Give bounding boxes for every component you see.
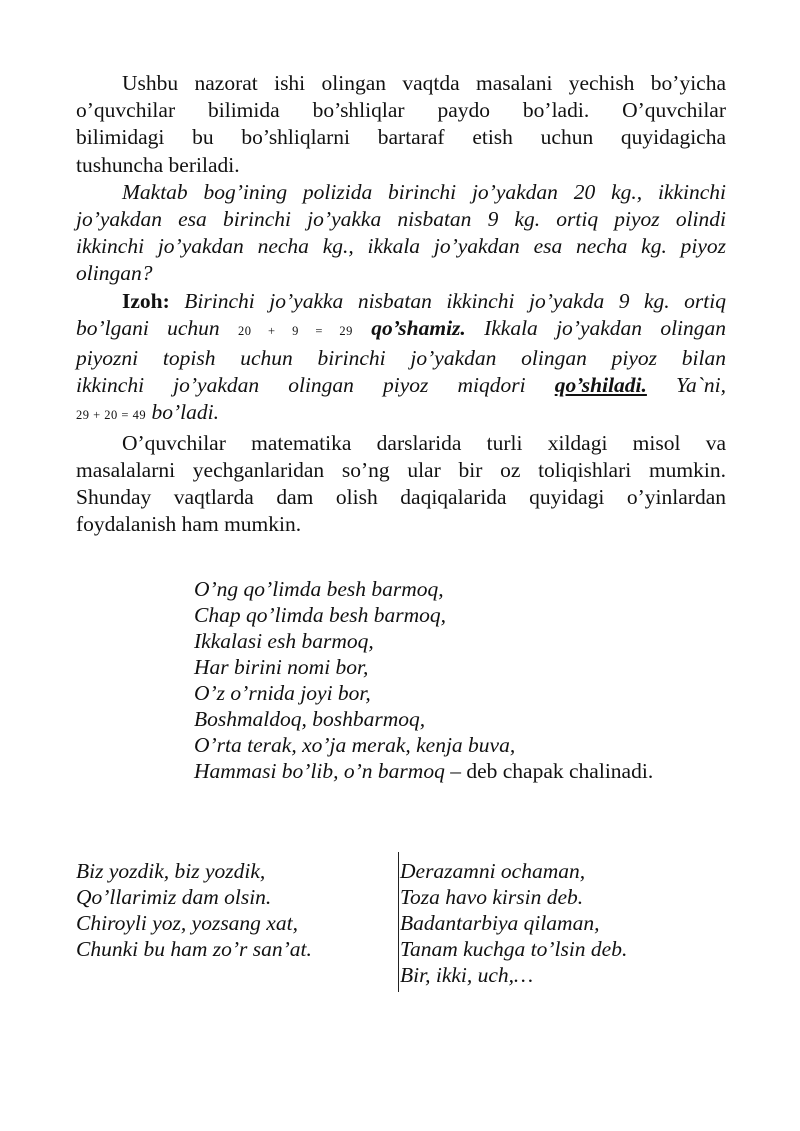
fatigue-line-4: foydalanish ham mumkin. — [76, 512, 302, 537]
window-poem-line: Derazamni ochaman, — [400, 859, 586, 883]
intro-paragraph — [76, 70, 726, 179]
intro-line-2: o’quvchilar bilimida bo’shliqlar paydo bo’ladi. O’quvchilar — [76, 98, 726, 123]
note-line-1-text: Birinchi jo’yakka nisbatan ikkinchi jo’yakda 9 kg. ortiq — [169, 288, 726, 313]
note-line-4 — [76, 372, 726, 399]
window-poem-line: Tanam kuchga to’lsin deb. — [400, 937, 628, 961]
writing-poem-line: Biz yozdik, biz yozdik, — [76, 859, 266, 883]
note-line-1 — [76, 288, 726, 315]
finger-poem — [194, 576, 653, 784]
column-divider — [398, 852, 399, 992]
problem-paragraph — [76, 179, 726, 288]
poem-line: Ikkalasi esh barmoq, — [194, 629, 374, 653]
formula-sum-1: 20 + 9 = 29 — [237, 323, 353, 338]
intro-line-3: bilimidagi bu bo’shliqlarni bartaraf etish uchun quyidagicha — [76, 125, 726, 150]
poem-last-line — [194, 758, 653, 784]
window-poem-line: Bir, ikki, uch,… — [400, 963, 534, 987]
writing-poem-line: Chiroyli yoz, yozsang xat, — [76, 911, 298, 935]
note-bold-add: qo’shamiz. — [371, 315, 466, 340]
note-line-5 — [76, 399, 726, 429]
fatigue-paragraph — [76, 430, 726, 539]
fatigue-line-1: O’quvchilar matematika darslarida turli xildagi misol va — [122, 430, 726, 455]
note-paragraph — [76, 288, 726, 430]
poem-line: Boshmaldoq, boshbarmoq, — [194, 707, 426, 731]
poem-line: Chap qo’limda besh barmoq, — [194, 603, 447, 627]
writing-poem — [76, 858, 396, 962]
note-bold-added: qo’shiladi. — [554, 373, 647, 398]
note-line-4-b: Ya`ni, — [676, 373, 727, 398]
poem-line: O’rta terak, xo’ja merak, kenja buva, — [194, 733, 516, 757]
window-poem — [400, 858, 720, 988]
window-poem-line: Badantarbiya qilaman, — [400, 911, 600, 935]
note-label: Izoh: — [122, 288, 170, 313]
poem-tail: – deb chapak chalinadi. — [444, 759, 654, 783]
window-poem-line: Toza havo kirsin deb. — [400, 885, 584, 909]
formula-sum-2: 29 + 20 = 49 — [76, 408, 147, 423]
fatigue-line-2: masalalarni yechganlaridan so’ng ular bir oz toliqishlari mumkin. — [76, 457, 726, 482]
problem-line-1: Maktab bog’ining polizida birinchi jo’yakdan 20 kg., ikkinchi — [122, 179, 726, 204]
note-line-5-text: bo’ladi. — [151, 400, 219, 425]
poem-line: Har birini nomi bor, — [194, 655, 369, 679]
intro-line-1: Ushbu nazorat ishi olingan vaqtda masalani yechish bo’yicha — [122, 71, 726, 95]
note-line-2-a: bo’lgani uchun — [76, 315, 220, 340]
note-line-2 — [76, 315, 726, 345]
problem-line-3: ikkinchi jo’yakdan necha kg., ikkala jo’yakdan esa necha kg. piyoz — [76, 234, 726, 259]
poem-line: Hammasi bo’lib, o’n barmoq — [194, 759, 445, 783]
problem-line-4: olingan? — [76, 261, 153, 286]
note-line-4-a: ikkinchi jo’yakdan olingan piyoz miqdori — [76, 373, 526, 398]
writing-poem-line: Chunki bu ham zo’r san’at. — [76, 937, 312, 961]
fatigue-line-3: Shunday vaqtlarda dam olish daqiqalarida quyidagi o’yinlardan — [76, 485, 726, 510]
intro-line-4: tushuncha beriladi. — [76, 152, 240, 177]
writing-poem-line: Qo’llarimiz dam olsin. — [76, 885, 272, 909]
poem-line: O’z o’rnida joyi bor, — [194, 681, 371, 705]
problem-line-2: jo’yakdan esa birinchi jo’yakka nisbatan 9 kg. ortiq piyoz olindi — [76, 207, 726, 232]
document-body — [76, 70, 726, 538]
note-line-2-b: Ikkala jo’yakdan olingan — [484, 315, 727, 340]
poem-line: O’ng qo’limda besh barmoq, — [194, 577, 444, 601]
note-line-3: piyozni topish uchun birinchi jo’yakdan olingan piyoz bilan — [76, 346, 726, 371]
